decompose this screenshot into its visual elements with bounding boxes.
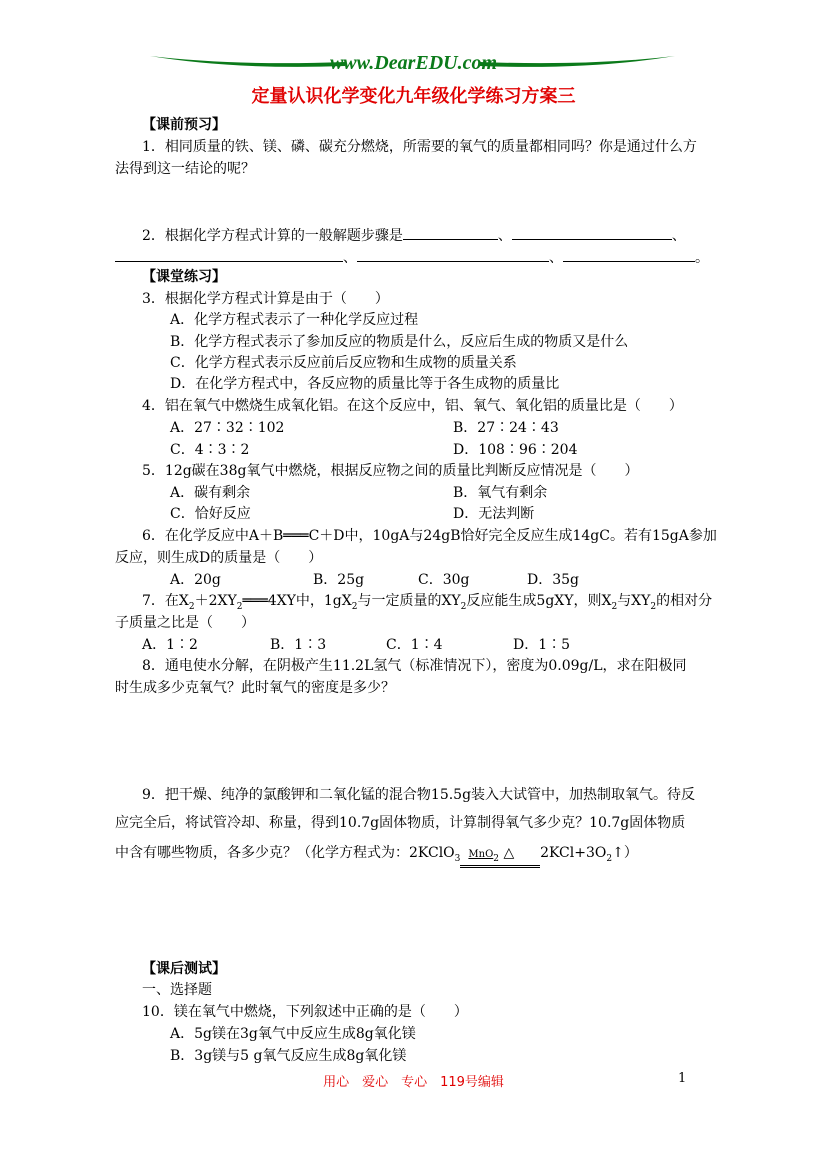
q4-option-b: B．27∶24∶43 bbox=[453, 420, 559, 436]
q2-line1 bbox=[142, 225, 686, 246]
q5-option-a: A．碳有剩余 bbox=[170, 485, 251, 501]
q6-option-a: A．20g bbox=[170, 572, 221, 588]
q10-option-b: B．3g镁与5 g氧气反应生成8g氧化镁 bbox=[170, 1048, 407, 1064]
q3-stem: 3．根据化学方程式计算是由于（ ） bbox=[142, 291, 389, 307]
subscript: 2 bbox=[650, 601, 657, 612]
q8-line1: 8．通电使水分解，在阴极产生11.2L氢气（标准情况下），密度为0.09g/L，求在阳极同 bbox=[142, 658, 687, 674]
separator: 、 bbox=[343, 250, 357, 266]
q6-line1: 6．在化学反应中A＋B═══C＋D中，10gA与24gB恰好完全反应生成14gC。若有15gA参加 bbox=[142, 528, 717, 544]
page-title: 定量认识化学变化九年级化学练习方案三 bbox=[251, 86, 576, 107]
q7-text: 的相对分 bbox=[656, 593, 713, 609]
reaction-condition bbox=[460, 843, 540, 868]
subscript: 2 bbox=[493, 853, 500, 864]
q9-text: 中含有哪些物质，各多少克？（化学方程式为：2KClO bbox=[115, 845, 455, 861]
page-number: 1 bbox=[678, 1071, 687, 1086]
footer-text: 用心 爱心 专心 119号编辑 bbox=[323, 1075, 504, 1090]
site-logo: www.DearEDU.com bbox=[329, 52, 498, 74]
subscript: 2 bbox=[606, 853, 613, 864]
q2-stem: 2．根据化学方程式计算的一般解题步骤是 bbox=[142, 228, 403, 244]
answer-blank[interactable] bbox=[403, 225, 498, 240]
q5-option-d: D．无法判断 bbox=[453, 506, 535, 522]
q4-option-c: C．4∶3∶2 bbox=[170, 442, 250, 458]
q3-option-b: B．化学方程式表示了参加反应的物质是什么，反应后生成的物质又是什么 bbox=[170, 334, 629, 350]
q9-line1: 9．把干燥、纯净的氯酸钾和二氧化锰的混合物15.5g装入大试管中，加热制取氧气。待反 bbox=[142, 787, 696, 803]
q6-line2: 反应，则生成D的质量是（ ） bbox=[115, 550, 323, 566]
q4-option-d: D．108∶96∶204 bbox=[453, 442, 578, 458]
q4-option-a: A．27∶32∶102 bbox=[170, 420, 285, 436]
separator: 、 bbox=[671, 228, 686, 244]
q5-stem: 5．12g碳在38g氧气中燃烧，根据反应物之间的质量比判断反应情况是（ ） bbox=[142, 463, 639, 479]
q6-option-c: C．30g bbox=[418, 572, 470, 588]
q7-text: ＋2XY bbox=[194, 593, 237, 609]
q4-stem: 4．铝在氧气中燃烧生成氧化铝。在这个反应中，铝、氧气、氧化铝的质量比是（ ） bbox=[142, 398, 683, 414]
q7-text: 7．在X bbox=[142, 593, 189, 609]
catalyst: MnO bbox=[468, 849, 494, 860]
q7-option-b: B．1∶3 bbox=[270, 637, 327, 653]
answer-blank[interactable] bbox=[357, 247, 549, 262]
q3-option-d: D．在化学方程式中，各反应物的质量比等于各生成物的质量比 bbox=[170, 376, 560, 392]
q2-line2 bbox=[115, 247, 709, 268]
q9-line3 bbox=[115, 843, 638, 868]
q7-text: 与XY bbox=[617, 593, 651, 609]
subscript: 3 bbox=[454, 853, 461, 864]
subscript: 2 bbox=[611, 601, 618, 612]
q7-option-c: C．1∶4 bbox=[386, 637, 443, 653]
answer-blank[interactable] bbox=[512, 225, 672, 240]
subscript: 2 bbox=[236, 601, 243, 612]
q1-line2: 法得到这一结论的呢？ bbox=[115, 161, 255, 177]
q1-line1: 1．相同质量的铁、镁、磷、碳充分燃烧，所需要的氧气的质量都相同吗？你是通过什么方 bbox=[142, 139, 697, 155]
q9-text: 2KCl+3O bbox=[540, 845, 607, 861]
q10-option-a: A．5g镁在3g氧气中反应生成8g氧化镁 bbox=[170, 1026, 416, 1042]
q7-option-d: D．1∶5 bbox=[513, 637, 571, 653]
period: 。 bbox=[695, 250, 709, 266]
q7-line2: 子质量之比是（ ） bbox=[115, 615, 255, 631]
q10-stem: 10．镁在氧气中燃烧，下列叙述中正确的是（ ） bbox=[142, 1004, 468, 1020]
q9-line2: 应完全后，将试管冷却、称量，得到10.7g固体物质，计算制得氧气多少克？10.7g固体物质 bbox=[115, 815, 686, 831]
section-choice: 一、选择题 bbox=[142, 982, 212, 998]
q7-text: 反应能生成5gXY，则X bbox=[466, 593, 612, 609]
separator: 、 bbox=[497, 228, 512, 244]
q8-line2: 时生成多少克氧气？此时氧气的密度是多少？ bbox=[115, 680, 395, 696]
q3-option-a: A．化学方程式表示了一种化学反应过程 bbox=[170, 312, 419, 328]
q5-option-c: C．恰好反应 bbox=[170, 506, 251, 522]
separator: 、 bbox=[549, 250, 563, 266]
answer-blank[interactable] bbox=[563, 247, 695, 262]
heat-symbol: △ bbox=[503, 845, 515, 861]
answer-blank[interactable] bbox=[115, 247, 343, 262]
section-preview: 【课前预习】 bbox=[142, 117, 226, 133]
q9-text: ↑） bbox=[612, 845, 638, 861]
section-classroom: 【课堂练习】 bbox=[142, 269, 226, 285]
q6-option-b: B．25g bbox=[313, 572, 365, 588]
subscript: 2 bbox=[460, 601, 467, 612]
q7-option-a: A．1∶2 bbox=[142, 637, 198, 653]
q5-option-b: B．氧气有剩余 bbox=[453, 485, 548, 501]
subscript: 2 bbox=[351, 601, 358, 612]
q7-text: 与一定质量的XY bbox=[357, 593, 461, 609]
q3-option-c: C．化学方程式表示反应前后反应物和生成物的质量关系 bbox=[170, 355, 517, 371]
q7-line1 bbox=[142, 591, 712, 611]
section-after: 【课后测试】 bbox=[142, 961, 226, 977]
q7-text: ═══4XY中，1gX bbox=[242, 593, 352, 609]
subscript: 2 bbox=[188, 601, 195, 612]
q6-option-d: D．35g bbox=[527, 572, 580, 588]
